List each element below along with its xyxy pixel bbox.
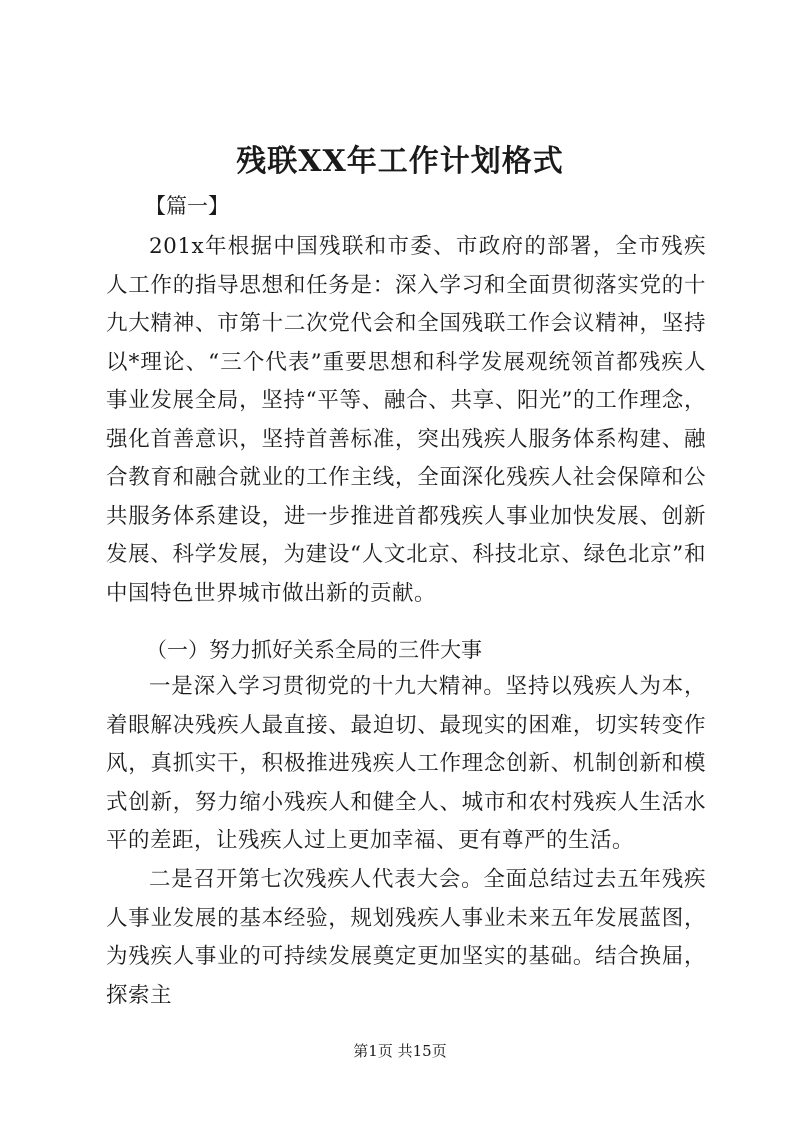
paragraph-3: 二是召开第七次残疾人代表大会。全面总结过去五年残疾人事业发展的基本经验，规划残疾人事业未来五年发展蓝图，为残疾人事业的可持续发展奠定更加坚实的基础。结合换届，探索主 — [106, 867, 706, 1008]
paragraph-2: 一是深入学习贯彻党的十九大精神。坚持以残疾人为本，着眼解决残疾人最直接、最迫切、最现实的困难，切实转变作风，真抓实干，积极推进残疾人工作理念创新、机制创新和模式创新，努力缩小残疾人和健全人、城市和农村残疾人生活水平的差距，让残疾人过上更加幸福、更有尊严的生活。 — [106, 674, 706, 853]
paragraph-1: 201x年根据中国残联和市委、市政府的部署，全市残疾人工作的指导思想和任务是：深入学习和全面贯彻落实党的十九大精神、市第十二次党代会和全国残联工作会议精神，坚持以*理论、“三个代表”重要思想和科学发展观统领首都残疾人事业发展全局，坚持“平等、融合、共享、阳光”的工作理念，强化首善意识，坚持首善标准，突出残疾人服务体系构建、融合教育和融合就业的工作主线，全面深化残疾人社会保障和公共服务体系建设，进一步推进首都残疾人事业加快发展、创新发展、科学发展，为建设“人文北京、科技北京、绿色北京”和中国特色世界城市做出新的贡献。 — [106, 234, 706, 606]
page-indicator: 第1页 共15页 — [353, 1042, 447, 1060]
section-label: 【篇一】 — [145, 194, 229, 218]
document-title: 残联XX年工作计划格式 — [236, 144, 564, 179]
subheading: （一）努力抓好关系全局的三件大事 — [146, 638, 482, 662]
